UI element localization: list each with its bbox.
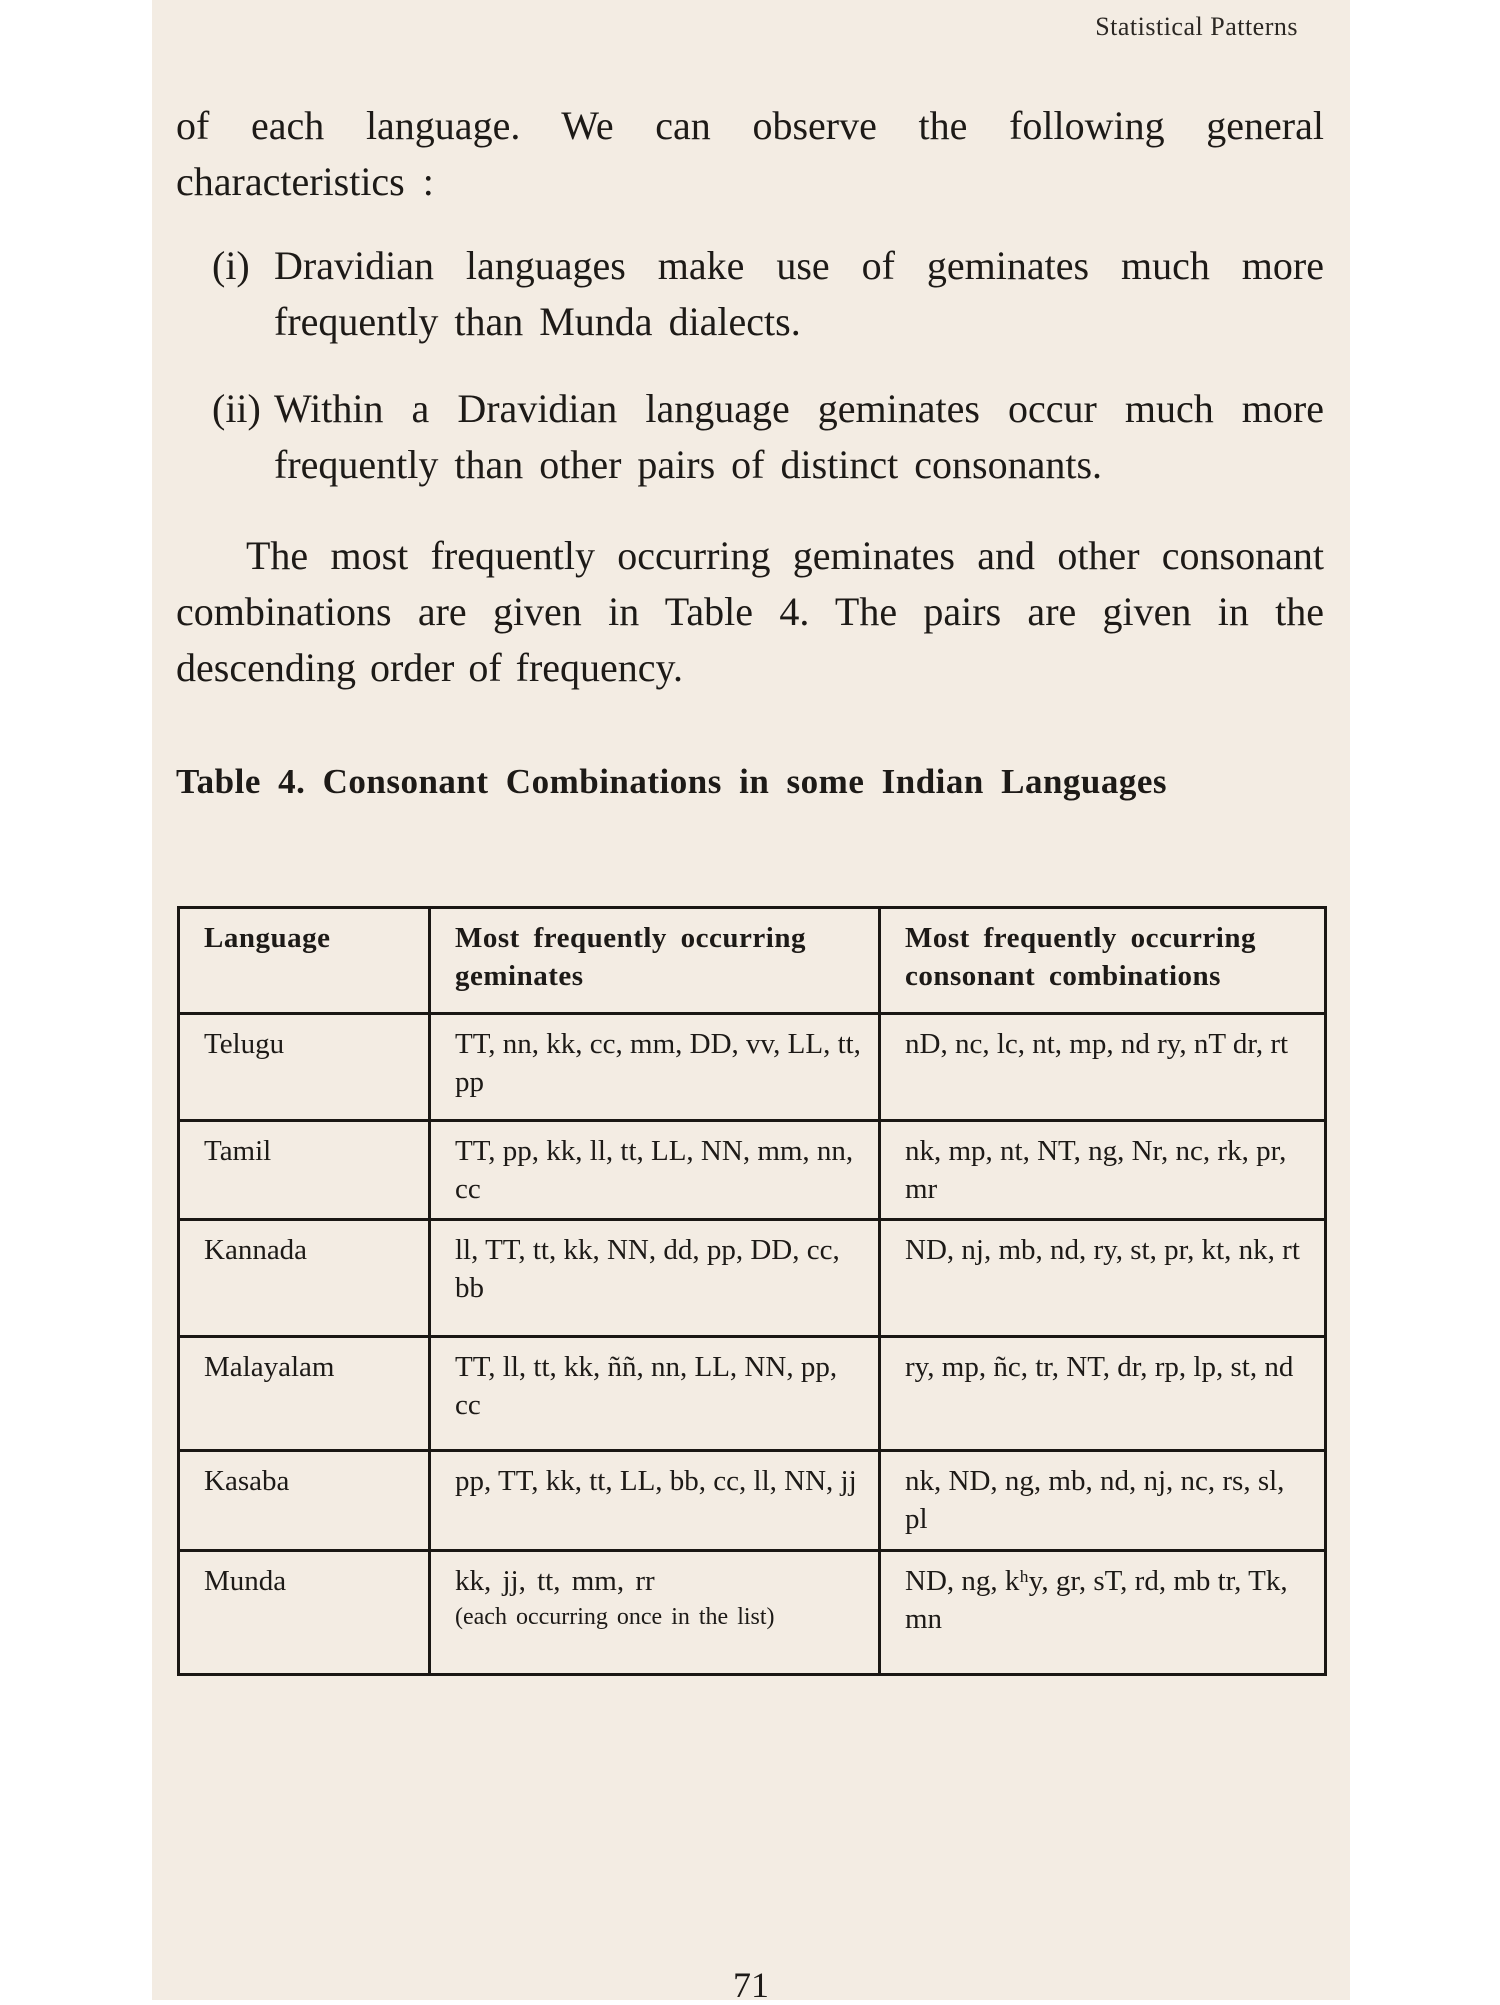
geminates-cell: [430, 1551, 880, 1675]
geminates-cell: ll, TT, tt, kk, NN, dd, pp, DD, cc, bb: [430, 1220, 880, 1337]
characteristics-list-2: [212, 381, 1324, 493]
language-cell: Telugu: [179, 1014, 430, 1121]
language-cell: Tamil: [179, 1121, 430, 1220]
table-title: Table 4. Consonant Combinations in some Indian Languages: [176, 762, 1168, 801]
combinations-cell: nk, mp, nt, NT, ng, Nr, nc, rk, pr, mr: [880, 1121, 1326, 1220]
table-row: [179, 1121, 1326, 1220]
header-combinations: Most frequently occurring consonant combinations: [880, 908, 1326, 1014]
list-item: [212, 238, 1324, 350]
geminates-cell: TT, nn, kk, cc, mm, DD, vv, LL, tt, pp: [430, 1014, 880, 1121]
language-cell: Kasaba: [179, 1451, 430, 1551]
table-row: [179, 1337, 1326, 1451]
table-header-row: [179, 908, 1326, 1014]
table-row: [179, 1451, 1326, 1551]
list-item: [212, 381, 1324, 493]
combinations-cell: nk, ND, ng, mb, nd, nj, nc, rs, sl, pl: [880, 1451, 1326, 1551]
language-cell: Malayalam: [179, 1337, 430, 1451]
geminates-note: (each occurring once in the list): [455, 1604, 775, 1630]
table-row: [179, 1220, 1326, 1337]
list-item-text: Dravidian languages make use of geminates much more frequently than Munda dialects.: [274, 243, 1324, 344]
language-cell: Munda: [179, 1551, 430, 1675]
intro-paragraph: of each language. We can observe the following general characteristics :: [176, 103, 1324, 204]
combinations-cell: ND, nj, mb, nd, ry, st, pr, kt, nk, rt: [880, 1220, 1326, 1337]
list-marker: (i): [212, 243, 250, 288]
geminates-text: kk, jj, tt, mm, rr: [455, 1565, 655, 1597]
body-paragraph: The most frequently occurring geminates and other consonant combinations are given in Table 4. The pairs are given in the descending order of frequency.: [176, 533, 1324, 690]
combinations-cell: ry, mp, ñc, tr, NT, dr, rp, lp, st, nd: [880, 1337, 1326, 1451]
table-row: [179, 1014, 1326, 1121]
language-cell: Kannada: [179, 1220, 430, 1337]
list-marker: (ii): [212, 386, 261, 431]
running-head: Statistical Patterns: [1095, 12, 1298, 41]
table-row: [179, 1551, 1326, 1675]
combinations-cell: nD, nc, lc, nt, mp, nd ry, nT dr, rt: [880, 1014, 1326, 1121]
consonant-combinations-table: [177, 906, 1327, 1676]
combinations-cell: ND, ng, kʰy, gr, sT, rd, mb tr, Tk, mn: [880, 1551, 1326, 1675]
book-page: [152, 0, 1350, 2005]
page-number: 71: [733, 1965, 769, 2005]
characteristics-list-1: [212, 238, 1324, 350]
header-language: Language: [179, 908, 430, 1014]
geminates-cell: TT, pp, kk, ll, tt, LL, NN, mm, nn, cc: [430, 1121, 880, 1220]
geminates-cell: pp, TT, kk, tt, LL, bb, cc, ll, NN, jj: [430, 1451, 880, 1551]
geminates-cell: TT, ll, tt, kk, ññ, nn, LL, NN, pp, cc: [430, 1337, 880, 1451]
list-item-text: Within a Dravidian language geminates occur much more frequently than other pairs of distinct consonants.: [274, 386, 1324, 487]
header-geminates: Most frequently occurring geminates: [430, 908, 880, 1014]
